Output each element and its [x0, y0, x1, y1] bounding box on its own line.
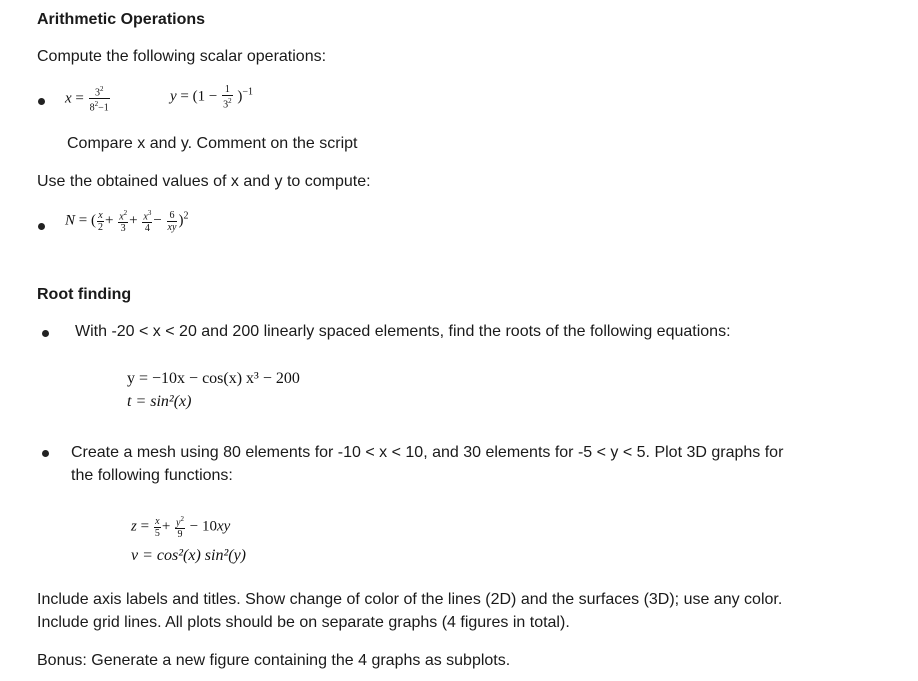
compare-text: Compare x and y. Comment on the script — [67, 135, 358, 152]
section-heading-root-finding: Root finding — [37, 286, 132, 303]
bullet-mesh — [42, 450, 49, 457]
mesh-instructions-line2: the following functions: — [71, 467, 233, 484]
mesh-instructions-line1: Create a mesh using 80 elements for -10 < x < 10, and 30 elements for -5 < y < 5. Plot 3D graphs for — [71, 444, 784, 461]
bullet-n — [38, 223, 45, 230]
root-instructions: With -20 < x < 20 and 200 linearly spaced elements, find the roots of the following equations: — [75, 323, 731, 340]
formula-x: x = $\frac{3^2}{8^2-1}$ — [65, 85, 109, 114]
section-heading-arithmetic: Arithmetic Operations — [37, 11, 206, 28]
equation-t: t = sin²(x) — [127, 393, 192, 410]
instructions-line1: Include axis labels and titles. Show change of color of the lines (2D) and the surfaces (3D); use any color. — [37, 591, 783, 608]
bonus-text: Bonus: Generate a new figure containing the 4 graphs as subplots. — [37, 652, 511, 669]
arith-intro: Compute the following scalar operations: — [37, 48, 327, 65]
equation-z: z = $\frac{x}{5}$ + $\frac{y^2}{9}$ − 10xy — [131, 515, 231, 541]
equation-v: v = cos²(x) sin²(y) — [131, 547, 247, 564]
formula-n: N = ( $\frac{x}{2}$ + $\frac{x^2}{3}$ + $\frac{x^3}{4}$ − $\frac{6}{xy}$ )$^2$ — [65, 209, 189, 235]
bullet-root — [42, 330, 49, 337]
equation-y: y = −10x − cos(x) x³ − 200 — [127, 370, 300, 387]
use-values-text: Use the obtained values of x and y to compute: — [37, 173, 371, 190]
bullet-xy — [38, 98, 45, 105]
formula-y: y = (1 − $\frac{1}{3^2}$ )$^{-1}$ — [170, 84, 253, 111]
instructions-line2: Include grid lines. All plots should be on separate graphs (4 figures in total). — [37, 614, 570, 631]
